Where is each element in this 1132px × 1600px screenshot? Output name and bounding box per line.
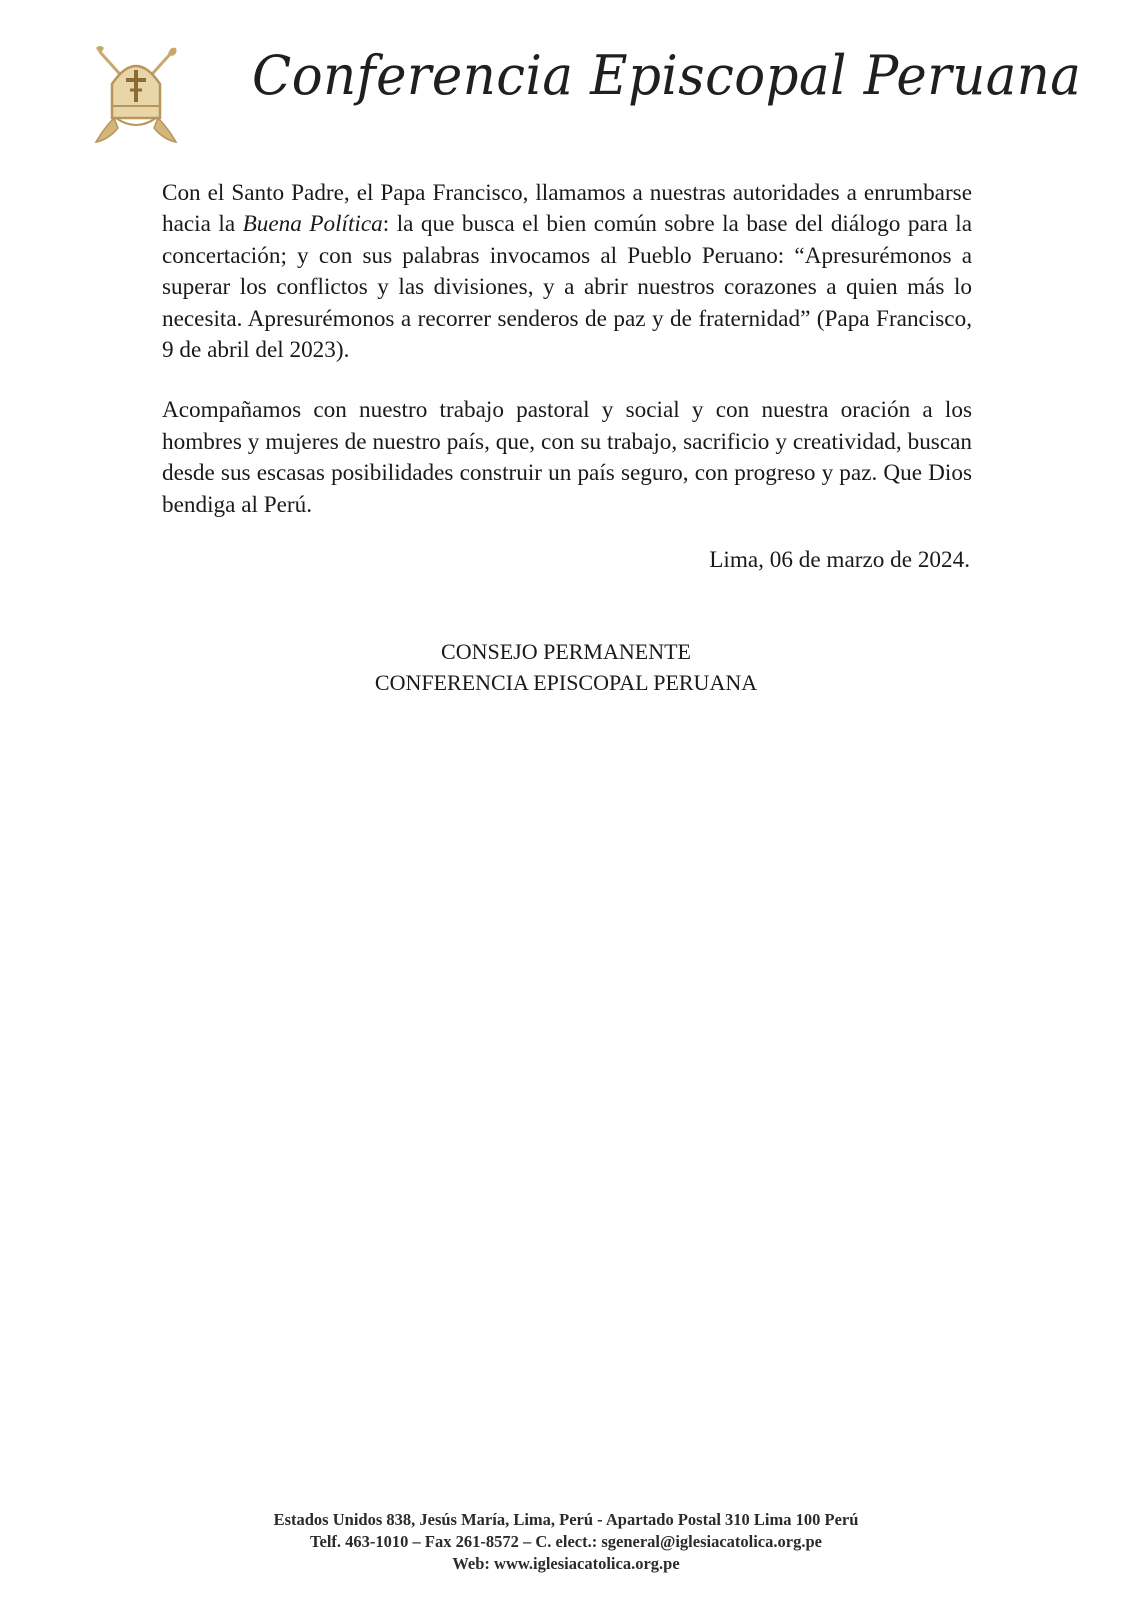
- footer-address: Estados Unidos 838, Jesús María, Lima, Perú - Apartado Postal 310 Lima 100 Perú: [273, 1510, 859, 1529]
- paragraph-papal-call: [162, 178, 972, 366]
- signature-line-council: CONSEJO PERMANENTE: [441, 639, 691, 664]
- episcopal-crest-icon: [90, 44, 182, 150]
- paragraph-text: : la que busca el bien común sobre la base del diálogo para la concertación; y con sus palabras invocamos al Pueblo Peruano: “Apresurémonos a superar los conflictos y las divisiones, y a abrir nuestros corazones a quien más lo necesita. Apresurémonos a recorrer senderos de paz y de fraternidad” (Papa Francisco, 9 de abril del 2023).: [162, 211, 972, 364]
- place-date: Lima, 06 de marzo de 2024.: [709, 547, 970, 573]
- letter-body: [162, 178, 972, 521]
- letterhead: [0, 0, 1132, 160]
- footer-web: Web: www.iglesiacatolica.org.pe: [452, 1554, 680, 1573]
- footer-contact: Telf. 463-1010 – Fax 261-8572 – C. elect.: sgeneral@iglesiacatolica.org.pe: [310, 1532, 822, 1551]
- footer: [0, 1509, 1132, 1575]
- paragraph-text: Con el Santo Padre, el Papa Francisco, llamamos a nuestras autoridades a enrumbarse hacia la: [162, 180, 972, 238]
- emphasis-buena-politica: Buena Política: [242, 211, 383, 238]
- signature-line-conference: CONFERENCIA EPISCOPAL PERUANA: [374, 670, 758, 695]
- letterhead-title: Conferencia Episcopal Peruana: [252, 44, 1082, 107]
- paragraph-pastoral-work: Acompañamos con nuestro trabajo pastoral y social y con nuestra oración a los hombres y mujeres de nuestro país, que, con su trabajo, sacrificio y creatividad, buscan desde sus escasas posibilidades construir un país seguro, con progreso y paz. Que Dios bendiga al Perú.: [162, 397, 972, 518]
- signature-block: [0, 636, 1132, 698]
